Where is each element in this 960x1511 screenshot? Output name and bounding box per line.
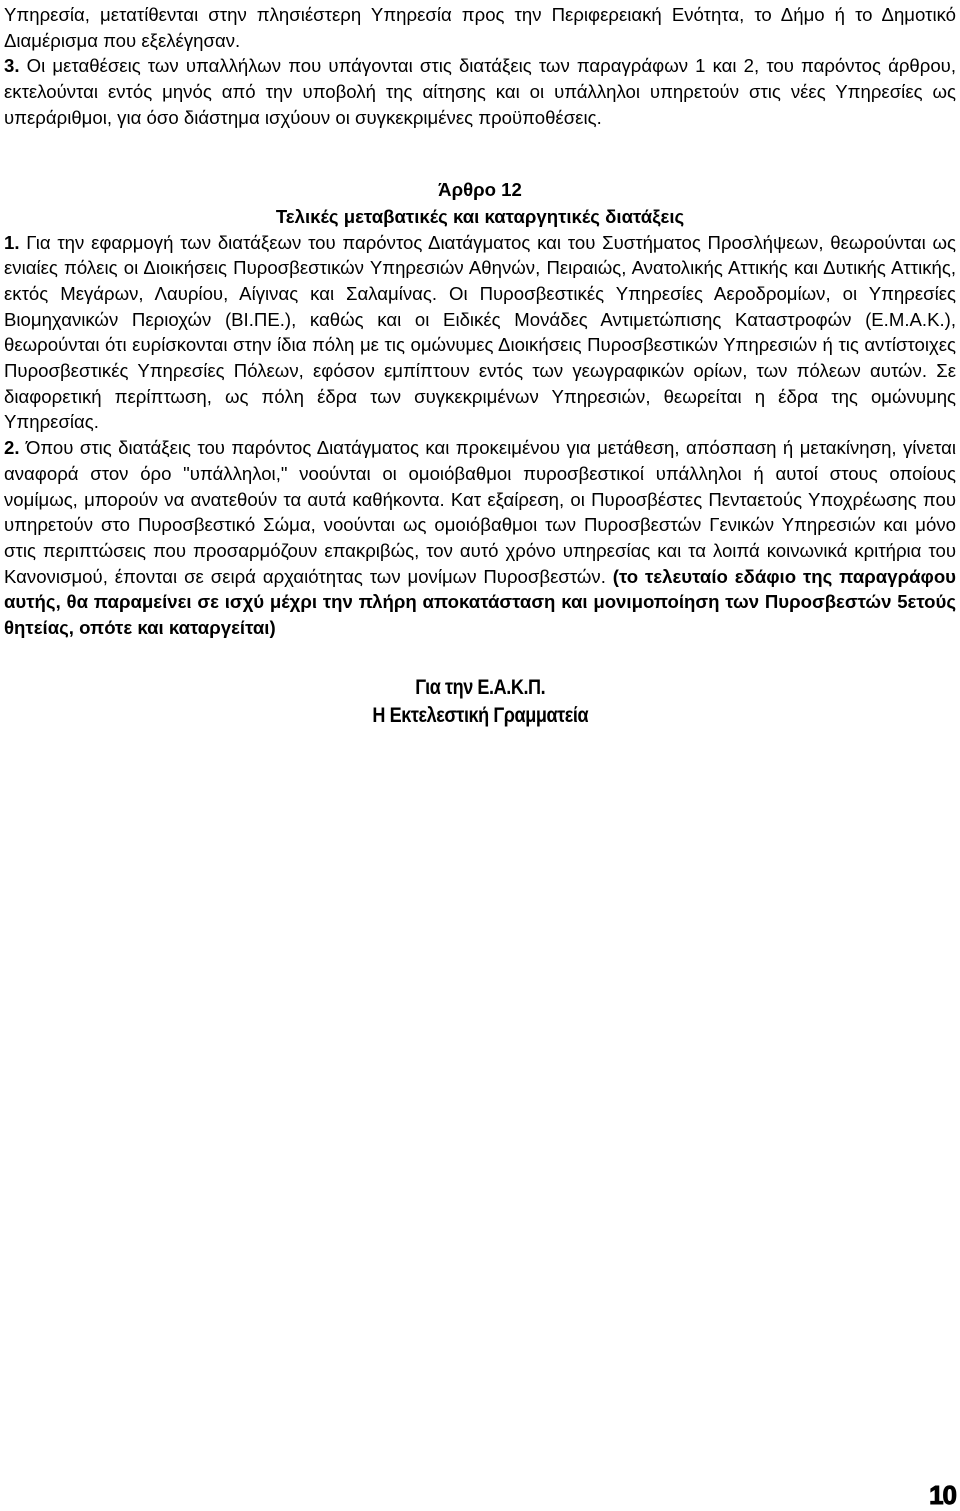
article-title: Άρθρο 12 [438,178,522,200]
article-paragraph-1 [4,230,956,436]
intro-text: Υπηρεσία, μετατίθενται στην πλησιέστερη Υπηρεσία προς την Περιφερειακή Ενότητα, το Δήμο ή το Δημοτικό Διαμέρισμα που εξελέγησαν. [4,4,956,51]
paragraph-3-text: Οι μεταθέσεις των υπαλλήλων που υπάγονται στις διατάξεις των παραγράφων 1 και 2, του παρόντος άρθρου, εκτελούνται εντός μηνός από την υποβολή της αίτησης και οι υπάλληλοι υπηρετούν στις νέες Υπηρεσίες ως υπεράριθμοι, για όσο διάστημα ισχύουν οι συγκεκριμένες προϋποθέσεις. [4,55,956,128]
page-number: 10 [929,1480,956,1510]
intro-paragraph [4,2,956,53]
article-subtitle: Τελικές μεταβατικές και καταργητικές διατάξεις [275,205,685,227]
article-paragraph-1-text: Για την εφαρμογή των διατάξεων του παρόντος Διατάγματος και του Συστήματος Προσλήψεων, θεωρούνται ως ενιαίες πόλεις οι Διοικήσεις Πυροσβεστικών Υπηρεσιών Αθηνών, Πειραιώς, Ανατολικής Αττικής και Δυτικής Αττικής, εκτός Μεγάρων, Λαυρίου, Αίγινας και Σαλαμίνας. Οι Πυροσβεστικές Υπηρεσίες Αεροδρομίων, οι Υπηρεσίες Βιομηχανικών Περιοχών (ΒΙ.ΠΕ.), καθώς και οι Ειδικές Μονάδες Αντιμετώπισης Καταστροφών (Ε.Μ.Α.Κ.), θεωρούνται ότι ευρίσκονται στην ίδια πόλη με τις ομώνυμες Διοικήσεις Πυροσβεστικών Υπηρεσιών ή τις αντίστοιχες Πυροσβεστικές Υπηρεσίες Πόλεων, εφόσον εμπίπτουν εντός των γεωγραφικών ορίων, των πόλεων αυτών. Σε διαφορετική περίπτωση, ως πόλη έδρα των συγκεκριμένων Υπηρεσιών, θεωρείται η έδρα της ομώνυμης Υπηρεσίας. [4,231,956,433]
article-paragraph-1-number: 1. [4,231,20,253]
paragraph-3 [4,53,956,130]
article-paragraph-2-number: 2. [4,437,20,459]
signature-line-2: Η Εκτελεστική Γραμματεία [372,703,589,727]
paragraph-3-number: 3. [4,55,20,77]
article-heading [4,176,956,230]
article-paragraph-2 [4,435,956,641]
article-paragraph-2-bold-note: (το τελευταίο εδάφιο της παραγράφου αυτής, θα παραμείνει σε ισχύ μέχρι την πλήρη αποκατάσταση και μονιμοποίηση των Πυροσβεστών 5ετούς θητείας, οπότε και καταργείται) [4,565,956,639]
signature-line-1: Για την Ε.Α.Κ.Π. [415,675,546,699]
article-paragraph-2-text: Όπου στις διατάξεις του παρόντος Διατάγματος και προκειμένου για μετάθεση, απόσπαση ή μετακίνηση, γίνεται αναφορά στον όρο "υπάλληλοι," νοούνται οι ομοιόβαθμοι πυροσβεστικοί υπάλληλοι ή αυτοί στους οποίους νομίμως, μπορούν να ανατεθούν τα αυτά καθήκοντα. Κατ εξαίρεση, οι Πυροσβέστες Πενταετούς Υποχρέωσης που υπηρετούν στο Πυροσβεστικό Σώμα, νοούνται ως ομοιόβαθμοι των Πυροσβεστών Γενικών Υπηρεσιών και μόνο στις περιπτώσεις που προσαρμόζουν επακριβώς, τον αυτό χρόνο υπηρεσίας και τα λοιπά κοινωνικά κριτήρια του Κανονισμού, έπονται σε σειρά αρχαιότητας των μονίμων Πυροσβεστών. [4,437,956,587]
signature-block [71,674,890,730]
